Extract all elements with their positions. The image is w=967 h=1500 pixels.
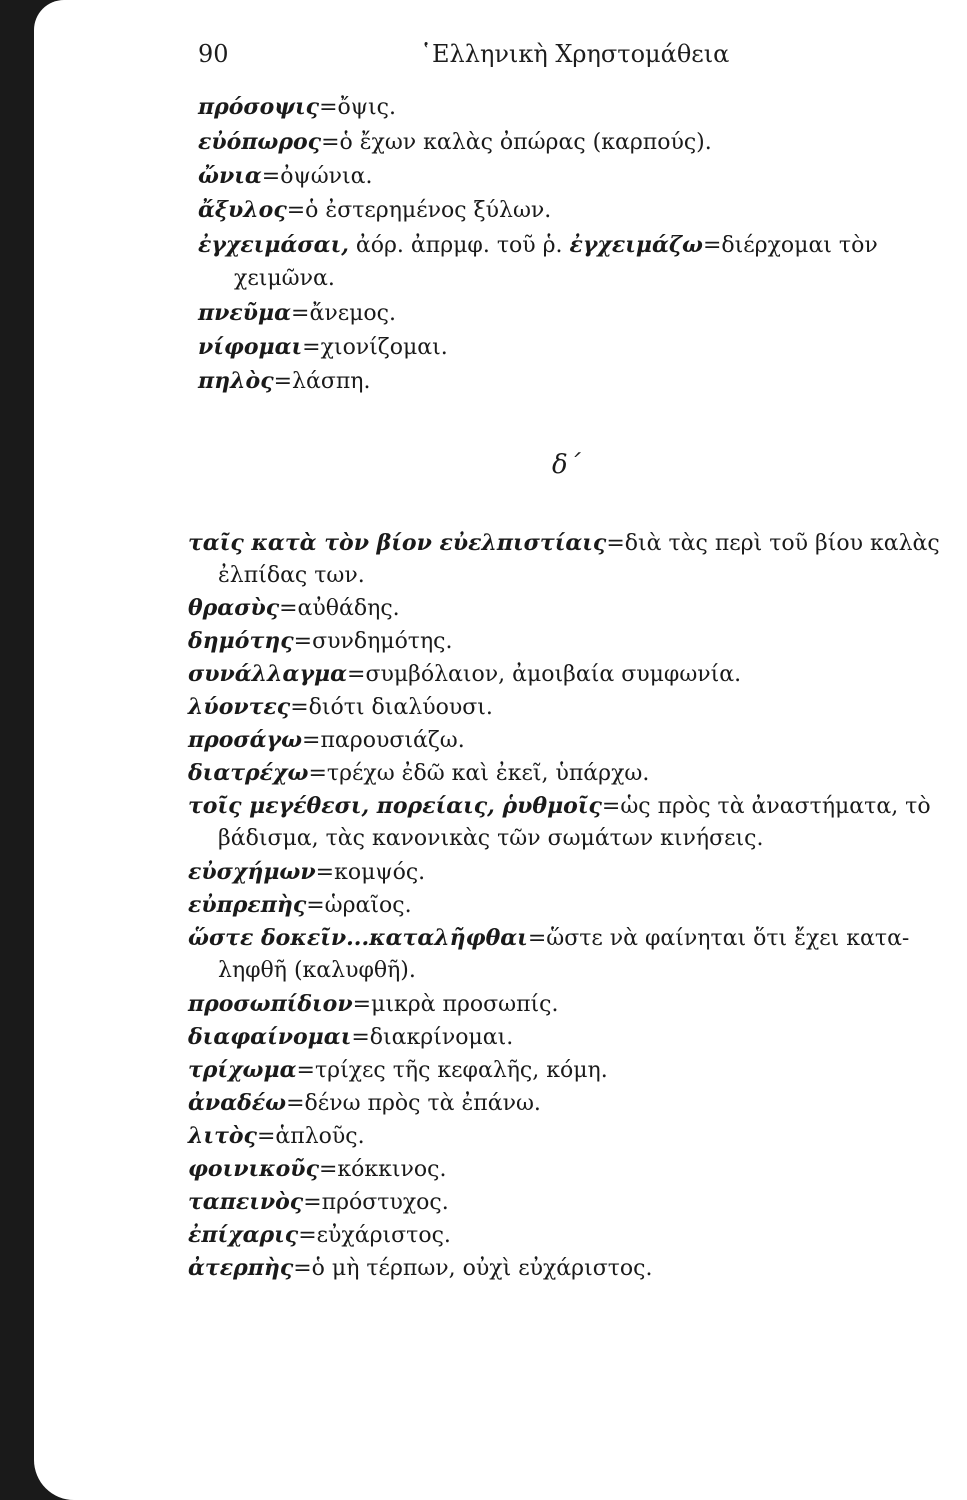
glossary-entry: πνεῦμα=ἄνεμος. xyxy=(198,300,396,326)
glossary-entry: συνάλλαγμα=συμβόλαιον, ἀμοιβαία συμφωνία. xyxy=(188,661,742,687)
glossary-entry: νίφομαι=χιονίζομαι. xyxy=(198,334,448,360)
glossary-entry: πρόσοψις=ὄψις. xyxy=(198,94,396,120)
glossary-entry: θρασὺς=αὐθάδης. xyxy=(188,595,400,621)
glossary-entry-continuation: χειμῶνα. xyxy=(234,266,335,291)
running-title: ῾Ελληνικὴ Χρηστομάθεια xyxy=(420,40,730,68)
glossary-entry: τρίχωμα=τρίχες τῆς κεφαλῆς, κόμη. xyxy=(188,1057,608,1083)
glossary-entry: εὐόπωρος=ὁ ἔχων καλὰς ὀπώρας (καρπούς). xyxy=(198,129,712,155)
page-number: 90 xyxy=(198,40,229,68)
glossary-entry: εὐπρεπὴς=ὡραῖος. xyxy=(188,892,412,918)
glossary-entry: φοινικοῦς=κόκκινος. xyxy=(188,1156,447,1182)
glossary-entry: διαφαίνομαι=διακρίνομαι. xyxy=(188,1024,514,1050)
glossary-entry-continuation: ληφθῆ (καλυφθῆ). xyxy=(218,958,416,983)
glossary-entry: ταπεινὸς=πρόστυχος. xyxy=(188,1189,449,1215)
glossary-entry: λύοντες=διότι διαλύουσι. xyxy=(188,694,493,720)
glossary-entry: ὥστε δοκεῖν...καταλῆφθαι=ὥστε νὰ φαίνηται ὅτι ἔχει κατα- xyxy=(188,925,910,951)
glossary-entry: διατρέχω=τρέχω ἐδῶ καὶ ἐκεῖ, ὑπάρχω. xyxy=(188,760,650,786)
glossary-entry: δημότης=συνδημότης. xyxy=(188,628,453,654)
glossary-entry: ἀτερπὴς=ὁ μὴ τέρπων, οὐχὶ εὐχάριστος. xyxy=(188,1255,653,1281)
glossary-entry: ἀναδέω=δένω πρὸς τὰ ἐπάνω. xyxy=(188,1090,541,1116)
glossary-entry-continuation: ἐλπίδας των. xyxy=(218,563,365,588)
glossary-entry: εὐσχήμων=κομψός. xyxy=(188,859,426,885)
book-page xyxy=(34,0,967,1500)
glossary-entry: ταῖς κατὰ τὸν βίον εὐελπιστίαις=διὰ τὰς περὶ τοῦ βίου καλὰς xyxy=(188,530,940,556)
glossary-entry: λιτὸς=ἁπλοῦς. xyxy=(188,1123,365,1149)
glossary-entry: ἄξυλος=ὁ ἐστερημένος ξύλων. xyxy=(198,197,552,223)
section-heading: δ΄ xyxy=(552,450,581,480)
glossary-entry: ὤνια=ὀψώνια. xyxy=(198,163,373,189)
glossary-entry-continuation: βάδισμα, τὰς κανονικὰς τῶν σωμάτων κινήσεις. xyxy=(218,826,764,851)
glossary-entry: τοῖς μεγέθεσι, πορείαις, ῥυθμοῖς=ὡς πρὸς τὰ ἀναστήματα, τὸ xyxy=(188,793,931,819)
page-header xyxy=(34,40,967,80)
glossary-entry: προσάγω=παρουσιάζω. xyxy=(188,727,465,753)
glossary-entry: ἐπίχαρις=εὐχάριστος. xyxy=(188,1222,451,1248)
glossary-entry: προσωπίδιον=μικρὰ προσωπίς. xyxy=(188,991,559,1017)
glossary-entry: ἐγχειμάσαι, ἀόρ. ἀπρμφ. τοῦ ῥ. ἐγχειμάζω=διέρχομαι τὸν xyxy=(198,232,878,258)
glossary-entry: πηλὸς=λάσπη. xyxy=(198,368,371,394)
